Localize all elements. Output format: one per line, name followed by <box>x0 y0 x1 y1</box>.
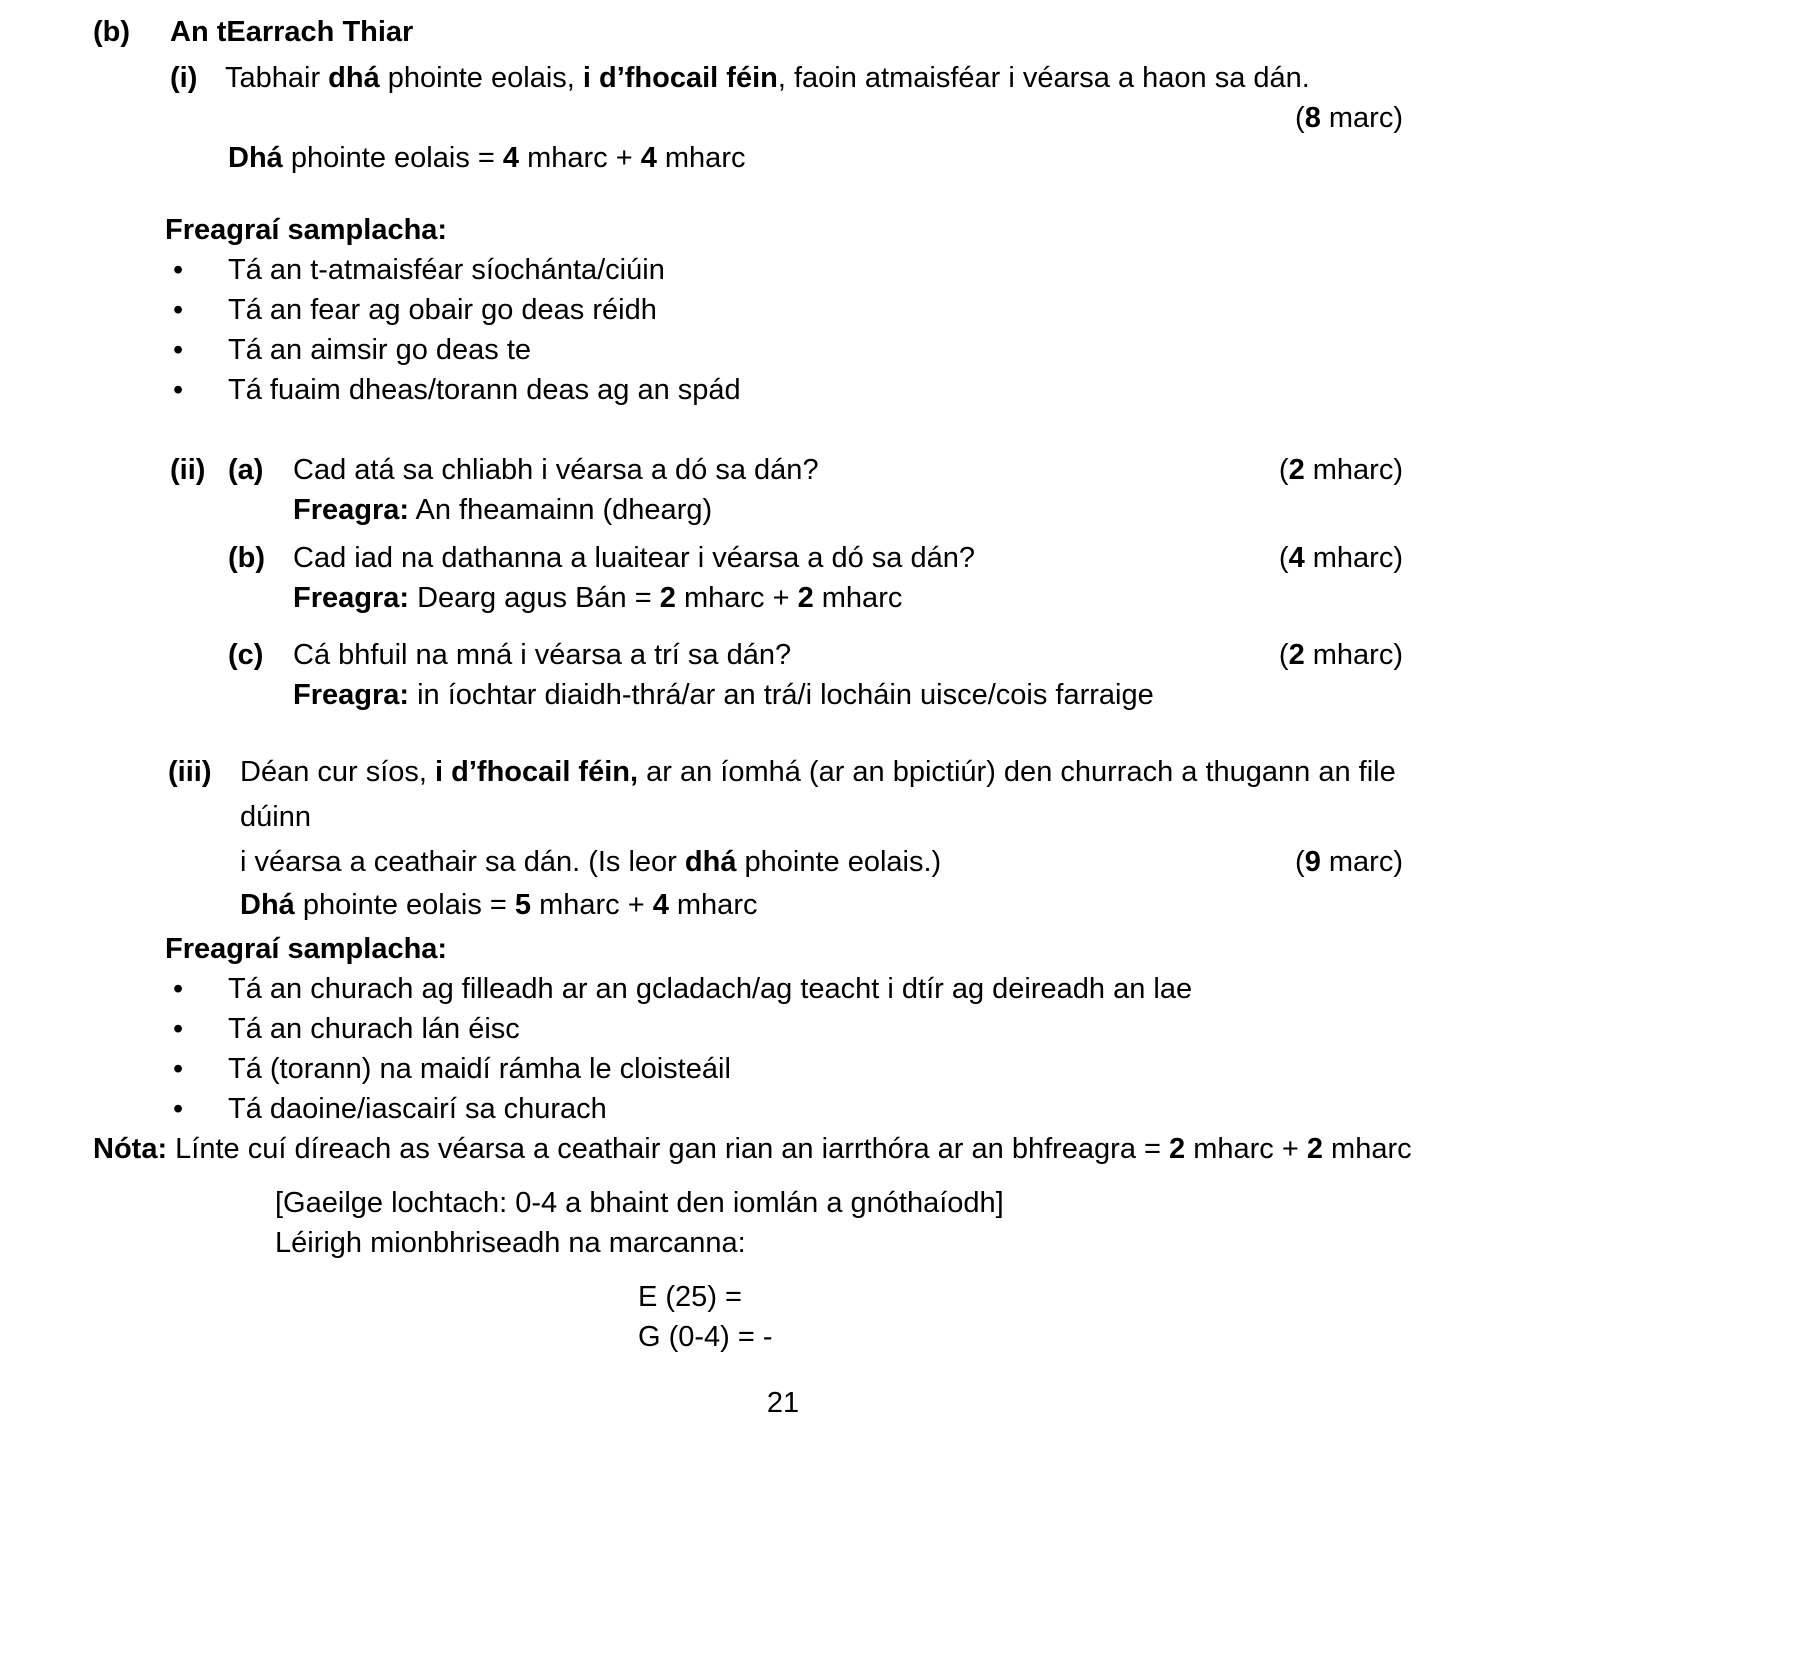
question-ii-a-marks: (2 mharc) <box>1278 454 1403 486</box>
sample-answer-text: Tá fuaim dheas/torann deas ag an spád <box>228 374 741 406</box>
question-ii-b-marks: (4 mharc) <box>1278 542 1403 574</box>
question-ii-label: (ii) <box>170 454 206 486</box>
question-ii-c-label: (c) <box>228 639 264 671</box>
sample-answer-text: Tá an aimsir go deas te <box>228 334 532 366</box>
bullet-icon: • <box>173 1013 184 1045</box>
marking-scheme-page <box>93 0 1473 1423</box>
section-b-heading <box>93 12 1473 52</box>
list-item <box>173 370 1473 410</box>
bullet-icon: • <box>173 1093 184 1125</box>
question-ii-b-text: Cad iad na dathanna a luaitear i véarsa a dó sa dán? <box>293 542 975 574</box>
question-iii-marks: (9 marc) <box>1295 846 1403 878</box>
bullet-icon: • <box>173 374 184 406</box>
bullet-icon: • <box>173 294 184 326</box>
marks-breakdown-instruction: Léirigh mionbhriseadh na marcanna: <box>275 1227 746 1259</box>
question-iii-label: (iii) <box>168 756 212 788</box>
question-i-label: (i) <box>170 62 198 94</box>
list-item <box>173 1049 1473 1089</box>
question-i-row <box>170 58 1473 98</box>
list-item <box>173 969 1473 1009</box>
question-ii-c-text: Cá bhfuil na mná i véarsa a trí sa dán? <box>293 639 792 671</box>
sample-answer-text: Tá an fear ag obair go deas réidh <box>228 294 657 326</box>
bullet-icon: • <box>173 973 184 1005</box>
question-ii-a-answer: Freagra: An fheamainn (dhearg) <box>293 494 713 526</box>
list-item <box>173 1009 1473 1049</box>
section-b-label: (b) <box>93 16 131 48</box>
question-iii-marks-breakdown: Dhá phointe eolais = 5 mharc + 4 mharc <box>240 889 758 921</box>
question-iii-text-line2: i véarsa a ceathair sa dán. (Is leor dhá phointe eolais.) <box>240 846 942 878</box>
g-marks-line: G (0-4) = - <box>638 1321 773 1353</box>
list-item <box>173 250 1473 290</box>
bullet-icon: • <box>173 1053 184 1085</box>
question-ii-c-answer: Freagra: in íochtar diaidh-thrá/ar an trá/i locháin uisce/cois farraige <box>293 679 1154 711</box>
section-b-title: An tEarrach Thiar <box>170 16 414 48</box>
question-iii-row <box>168 750 1473 840</box>
sample-answer-text: Tá an churach ag filleadh ar an gcladach/ag teacht i dtír ag deireadh an lae <box>228 973 1193 1005</box>
question-ii-b-answer: Freagra: Dearg agus Bán = 2 mharc + 2 mharc <box>293 582 903 614</box>
bullet-icon: • <box>173 254 184 286</box>
question-ii-c-marks: (2 mharc) <box>1278 639 1403 671</box>
question-ii-a-label: (a) <box>228 454 264 486</box>
list-item <box>173 290 1473 330</box>
question-iii-text-line2-row <box>240 840 1473 885</box>
question-i-marks: (8 marc) <box>1295 102 1403 134</box>
bullet-icon: • <box>173 334 184 366</box>
question-i-text: Tabhair dhá phointe eolais, i d’fhocail féin, faoin atmaisféar i véarsa a haon sa dán. <box>225 62 1310 94</box>
question-ii-b-label: (b) <box>228 542 266 574</box>
list-item <box>173 330 1473 370</box>
faulty-irish-note: [Gaeilge lochtach: 0-4 a bhaint den iomlán a gnóthaíodh] <box>275 1187 1004 1219</box>
note-label: Nóta: <box>93 1133 168 1165</box>
question-iii-text-line1: Déan cur síos, i d’fhocail féin, ar an íomhá (ar an bpictiúr) den churrach a thugann an file dúinn <box>240 756 1396 833</box>
sample-answers-heading-1: Freagraí samplacha: <box>165 214 448 246</box>
sample-answer-text: Tá (torann) na maidí rámha le cloisteáil <box>228 1053 731 1085</box>
sample-answer-text: Tá an t-atmaisféar síochánta/ciúin <box>228 254 665 286</box>
note-line: Nóta: Línte cuí díreach as véarsa a ceathair gan rian an iarrthóra ar an bhfreagra = 2 mharc + 2 mharc <box>93 1133 1412 1165</box>
question-ii-b-row <box>228 538 1473 578</box>
e-marks-line: E (25) = <box>638 1281 742 1313</box>
question-ii-a-row <box>170 450 1473 490</box>
sample-answer-text: Tá daoine/iascairí sa churach <box>228 1093 607 1125</box>
question-ii-c-row <box>228 635 1473 675</box>
question-i-marks-breakdown: Dhá phointe eolais = 4 mharc + 4 mharc <box>228 142 746 174</box>
page-number: 21 <box>766 1387 800 1419</box>
question-ii-a-text: Cad atá sa chliabh i véarsa a dó sa dán? <box>293 454 819 486</box>
list-item <box>173 1089 1473 1129</box>
sample-answer-text: Tá an churach lán éisc <box>228 1013 520 1045</box>
sample-answers-heading-2: Freagraí samplacha: <box>165 933 448 965</box>
